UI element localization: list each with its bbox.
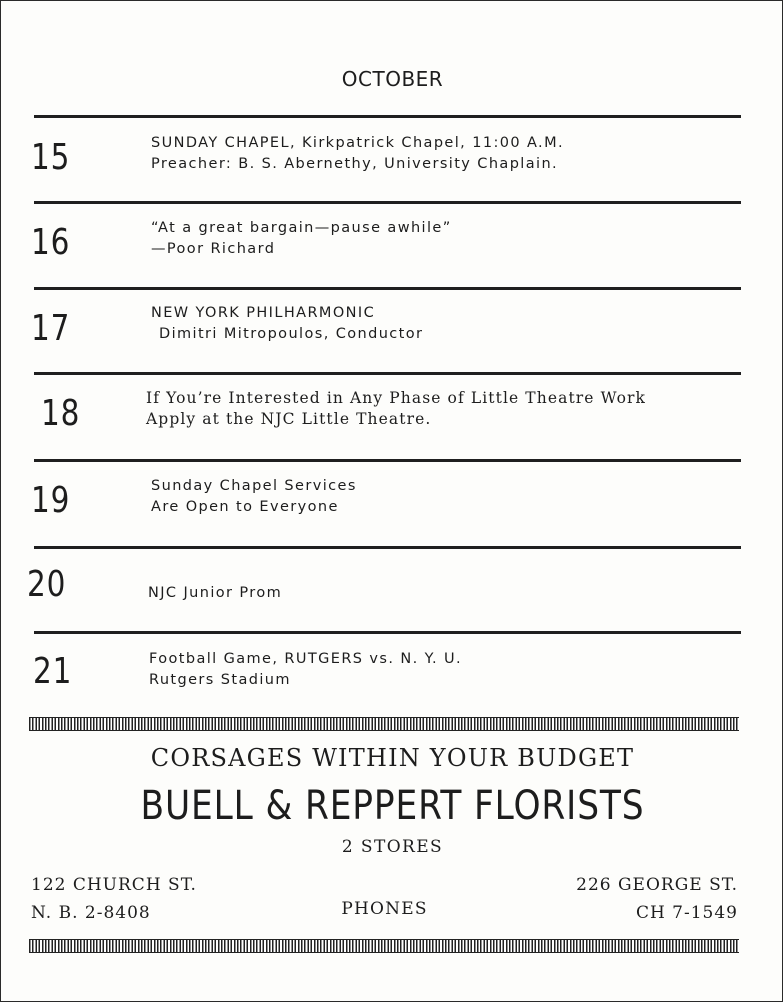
divider-rule (34, 372, 741, 375)
day-number: 19 (31, 480, 71, 521)
event-entry (151, 133, 564, 175)
divider-rule (34, 201, 741, 204)
event-line: —Poor Richard (151, 241, 276, 257)
divider-rule (34, 631, 741, 634)
event-entry (151, 218, 452, 260)
event-line: SUNDAY CHAPEL, Kirkpatrick Chapel, 11:00 A.M. (151, 135, 564, 151)
ad-brand-name: BUELL & REPPERT FLORISTS (140, 783, 645, 829)
hatched-border (29, 717, 739, 731)
event-entry (146, 388, 646, 430)
store-right-phone: CH 7-1549 (635, 903, 738, 923)
divider-rule (34, 459, 741, 462)
phones-label: PHONES (341, 899, 428, 919)
day-number: 16 (31, 222, 71, 263)
event-line: Football Game, RUTGERS vs. N. Y. U. (149, 651, 463, 667)
event-line: Apply at the NJC Little Theatre. (146, 410, 432, 428)
divider-rule (34, 287, 741, 290)
store-right-address: 226 GEORGE ST. (576, 875, 738, 895)
day-number: 15 (31, 137, 71, 178)
event-entry (151, 476, 357, 518)
event-line: Preacher: B. S. Abernethy, University Chaplain. (151, 156, 559, 172)
ad-headline: CORSAGES WITHIN YOUR BUDGET (150, 744, 635, 772)
event-line: Dimitri Mitropoulos, Conductor (159, 326, 424, 342)
event-line: NJC Junior Prom (148, 585, 283, 601)
day-number: 18 (41, 393, 81, 434)
day-number: 20 (27, 564, 67, 605)
event-line: Sunday Chapel Services (151, 478, 357, 494)
day-number: 17 (31, 308, 71, 349)
store-left-phone: N. B. 2-8408 (31, 903, 151, 923)
store-left-address: 122 CHURCH ST. (31, 875, 197, 895)
event-line: Rutgers Stadium (149, 672, 291, 688)
event-line: If You’re Interested in Any Phase of Little Theatre Work (146, 389, 646, 407)
event-entry (149, 649, 462, 691)
hatched-border (29, 939, 739, 953)
ad-stores-count: 2 STORES (341, 837, 444, 857)
store-right (576, 871, 738, 927)
event-line: NEW YORK PHILHARMONIC (151, 305, 376, 321)
divider-rule (34, 546, 741, 549)
event-entry (151, 303, 423, 345)
event-entry (148, 583, 282, 604)
event-line: “At a great bargain—pause awhile” (151, 220, 452, 236)
divider-rule (34, 115, 741, 118)
month-title: OCTOBER (341, 67, 444, 91)
event-line: Are Open to Everyone (151, 499, 339, 515)
day-number: 21 (33, 651, 73, 692)
